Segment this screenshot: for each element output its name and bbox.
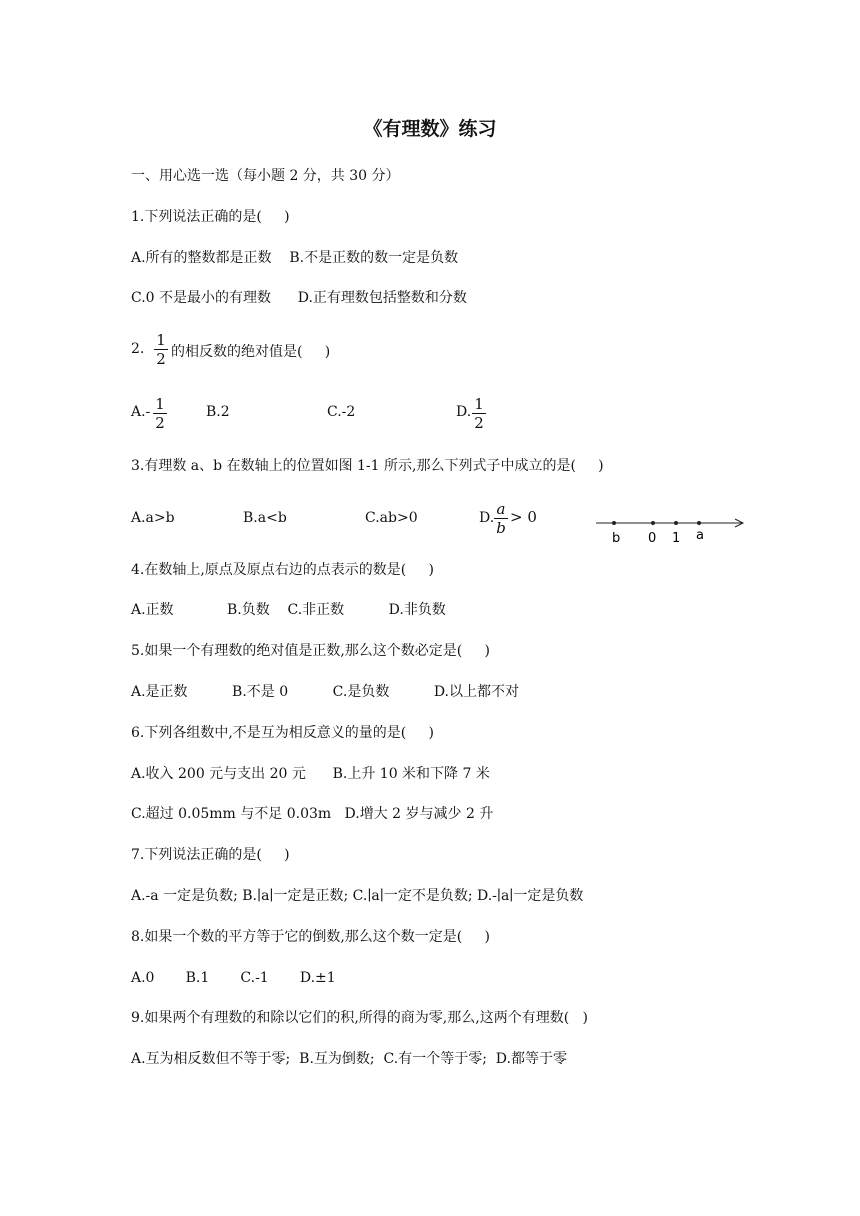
question-6-stem: 6.下列各组数中,不是互为相反意义的量的是( )	[131, 725, 434, 741]
fraction-denominator: 2	[156, 350, 166, 368]
question-5-options: A.是正数 B.不是 0 C.是负数 D.以上都不对	[131, 684, 520, 700]
fraction-numerator: a	[496, 500, 506, 518]
section-heading: 一、用心选一选（每小题 2 分，共 30 分）	[131, 168, 400, 184]
question-1-options-row-2: C.0 不是最小的有理数 D.正有理数包括整数和分数	[131, 290, 467, 306]
question-1-stem: 1.下列说法正确的是( )	[131, 209, 290, 225]
fraction-numerator: 1	[155, 395, 165, 413]
question-6-options-row-1: A.收入 200 元与支出 20 元 B.上升 10 米和下降 7 米	[131, 766, 490, 782]
fraction-denominator: 2	[155, 414, 165, 432]
question-3-option-a: A.a>b	[131, 510, 175, 526]
fraction-numerator: 1	[474, 395, 484, 413]
question-3-option-d-label: D.	[479, 510, 495, 526]
question-9-stem: 9.如果两个有理数的和除以它们的积,所得的商为零,那么,这两个有理数( )	[131, 1010, 588, 1026]
point-origin	[651, 521, 655, 525]
question-5-stem: 5.如果一个有理数的绝对值是正数,那么这个数必定是( )	[131, 643, 490, 659]
point-one	[674, 521, 678, 525]
question-4-stem: 4.在数轴上,原点及原点右边的点表示的数是( )	[131, 562, 434, 578]
question-2-option-b: B.2	[206, 404, 230, 420]
axis-label-a: a	[696, 528, 704, 543]
question-8-stem: 8.如果一个数的平方等于它的倒数,那么这个数一定是( )	[131, 929, 490, 945]
point-b	[612, 521, 616, 525]
question-9-options: A.互为相反数但不等于零; B.互为倒数; C.有一个等于零; D.都等于零	[131, 1051, 567, 1067]
fraction-denominator: b	[496, 519, 506, 537]
question-2-option-c: C.-2	[327, 404, 356, 420]
page-title: 《有理数》练习	[363, 118, 497, 140]
question-6-options-row-2: C.超过 0.05mm 与不足 0.03m D.增大 2 岁与减少 2 升	[131, 806, 494, 822]
fraction-numerator: 1	[156, 331, 166, 349]
question-2-option-a-fraction	[153, 396, 167, 431]
question-8-options: A.0 B.1 C.-1 D.±1	[131, 970, 336, 986]
question-2-stem: 的相反数的绝对值是( )	[171, 344, 331, 360]
question-2-option-d-fraction	[472, 396, 486, 431]
question-3-option-d-fraction	[494, 501, 508, 536]
axis-label-1: 1	[672, 531, 681, 546]
question-2-fraction	[154, 332, 168, 367]
question-2-option-d-label: D.	[456, 404, 472, 420]
fraction-denominator: 2	[474, 414, 484, 432]
question-7-options: A.-a 一定是负数; B.∣a∣一定是正数; C.∣a∣一定不是负数; D.-∣a∣一定是负数	[131, 888, 584, 904]
question-1-options-row-1: A.所有的整数都是正数 B.不是正数的数一定是负数	[131, 250, 459, 266]
question-7-stem: 7.下列说法正确的是( )	[131, 847, 290, 863]
axis-label-b: b	[612, 531, 621, 546]
question-3-stem: 3.有理数 a、b 在数轴上的位置如图 1-1 所示,那么下列式子中成立的是( )	[131, 458, 604, 474]
question-3-option-b: B.a<b	[243, 510, 287, 526]
number-line-figure	[590, 508, 750, 548]
question-2-option-a-label: A.-	[131, 404, 151, 420]
question-3-option-d-inequality: > 0	[510, 508, 537, 526]
question-4-options: A.正数 B.负数 C.非正数 D.非负数	[131, 602, 446, 618]
question-2-label: 2.	[131, 341, 145, 357]
axis-label-0: 0	[648, 531, 657, 546]
point-a	[697, 521, 701, 525]
question-3-option-c: C.ab>0	[365, 510, 418, 526]
